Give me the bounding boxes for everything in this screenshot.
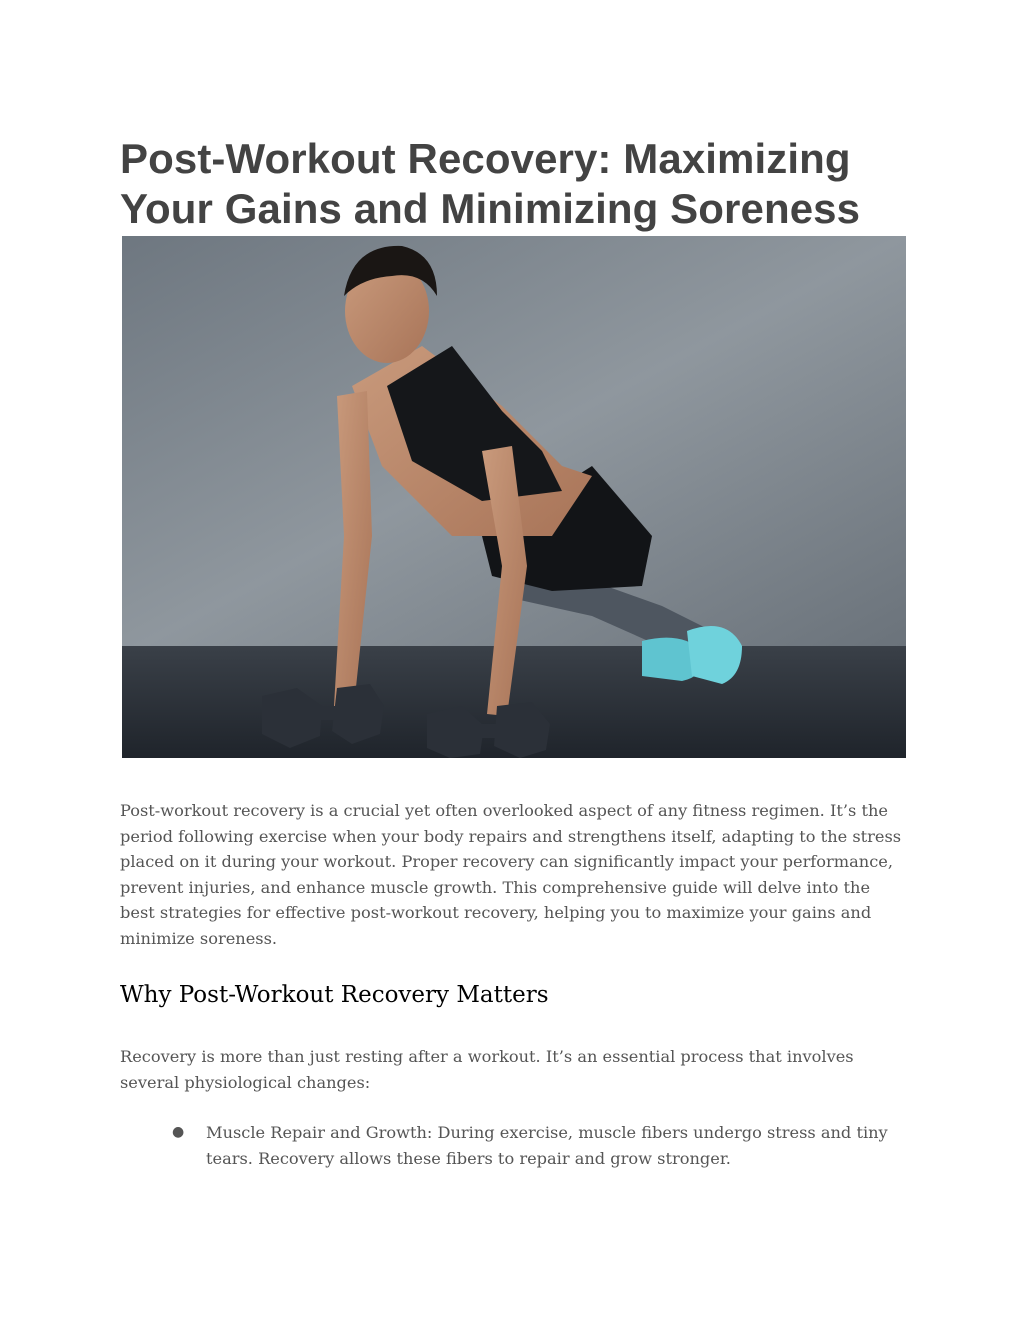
list-item — [120, 1120, 906, 1171]
page-title — [120, 134, 906, 234]
title-line-2: Your Gains and Minimizing Soreness — [120, 185, 861, 232]
list-item-text: Muscle Repair and Growth: During exercise, muscle fibers undergo stress and tiny tears. Recovery allows these fibers to repair and grow stronger. — [206, 1123, 888, 1168]
article — [120, 134, 906, 1171]
hero-image — [122, 236, 906, 758]
section-intro-paragraph: Recovery is more than just resting after a workout. It’s an essential process that involves several physiological changes: — [120, 1047, 854, 1092]
bullet-list — [120, 1120, 906, 1171]
bullet-icon: ● — [172, 1124, 185, 1140]
intro-paragraph: Post-workout recovery is a crucial yet often overlooked aspect of any fitness regimen. It’s the period following exercise when your body repairs and strengthens itself, adapting to the stress placed on it during your workout. Proper recovery can significantly impact your performance, prevent injuries, and enhance muscle growth. This comprehensive guide will delve into the best strategies for effective post-workout recovery, helping you to maximize your gains and minimize soreness. — [120, 801, 902, 948]
section-heading: Why Post-Workout Recovery Matters — [120, 982, 549, 1008]
title-line-1: Post-Workout Recovery: Maximizing — [120, 135, 851, 182]
